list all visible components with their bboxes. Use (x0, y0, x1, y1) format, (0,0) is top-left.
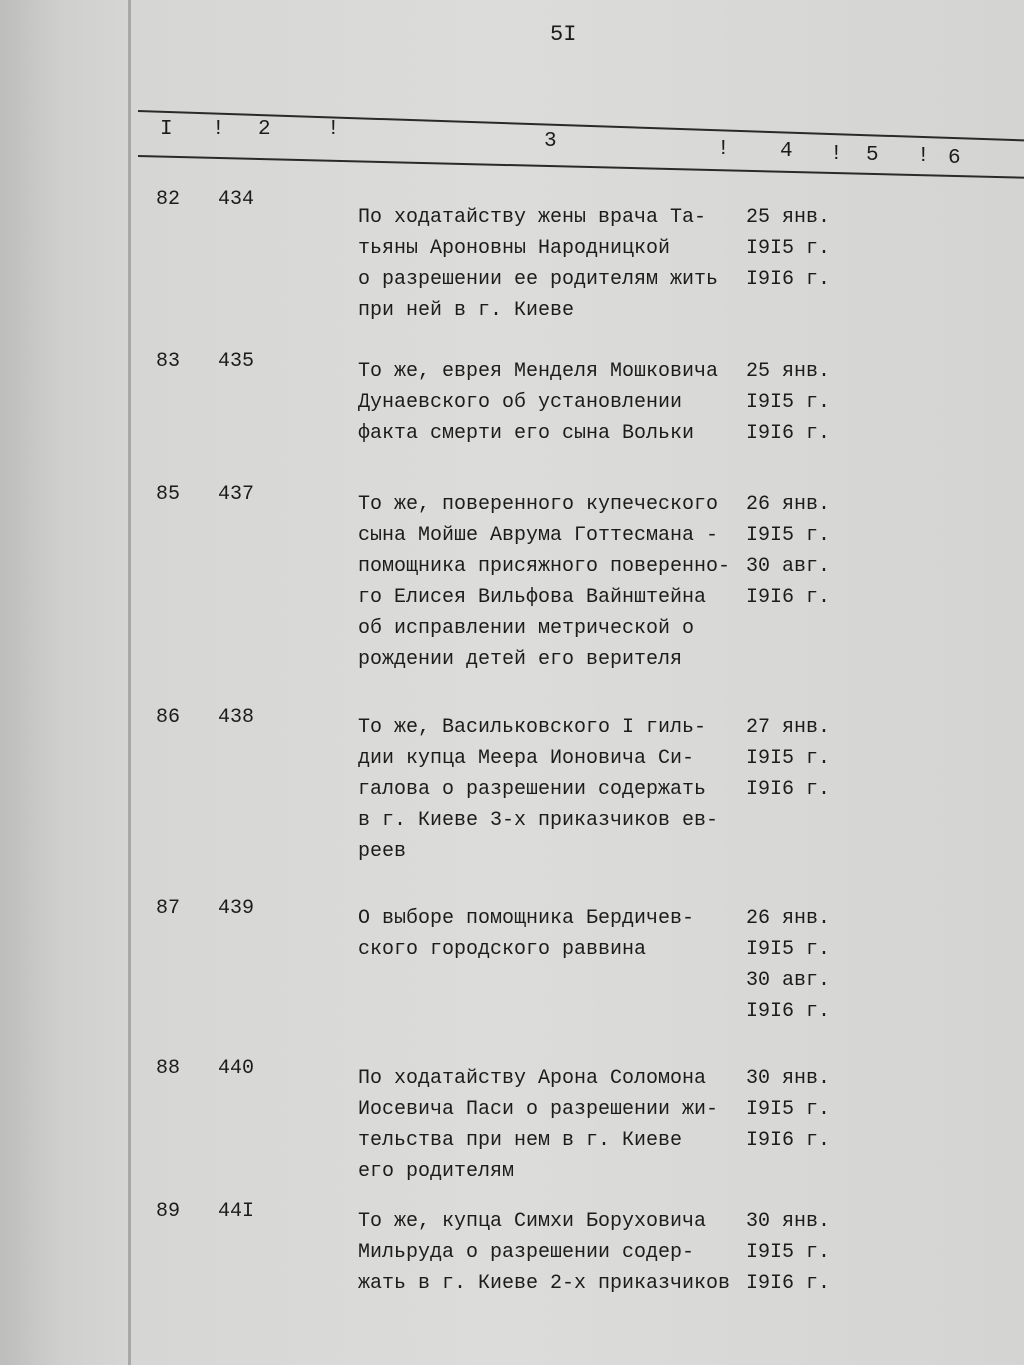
header-col-2: 2 (258, 118, 271, 141)
entry-date-line: 27 янв. (746, 716, 831, 739)
entry-date-line: 30 авг. (746, 969, 831, 992)
entry-text-line: тельства при нем в г. Киеве (358, 1129, 683, 1152)
case-number: 434 (218, 188, 255, 211)
entry-number: 87 (156, 897, 181, 920)
entry-text-line: галова о разрешении содержать (358, 778, 707, 801)
entry-date-line: 30 янв. (746, 1067, 831, 1090)
case-number: 439 (218, 897, 255, 920)
entry-date-line: 26 янв. (746, 907, 831, 930)
entry-number: 86 (156, 706, 181, 729)
entry-date-line: I9I5 г. (746, 747, 831, 770)
entry-text-line: помощника присяжного поверенно- (358, 555, 731, 578)
entry-date-line: 25 янв. (746, 360, 831, 383)
entry-text-line: жать в г. Киеве 2-х приказчиков (358, 1272, 731, 1295)
page-gutter (128, 0, 131, 1365)
entry-date-line: I9I6 г. (746, 778, 831, 801)
entry-date-line: I9I5 г. (746, 237, 831, 260)
header-col-1: I (160, 118, 173, 141)
case-number: 44I (218, 1200, 255, 1223)
entry-date-line: 30 авг. (746, 555, 831, 578)
table-header-rule (138, 155, 1024, 179)
entry-date-line: I9I5 г. (746, 938, 831, 961)
header-sep: ! (327, 118, 340, 141)
entry-date-line: I9I5 г. (746, 524, 831, 547)
entry-text-line: дии купца Меера Ионовича Си- (358, 747, 695, 770)
case-number: 437 (218, 483, 255, 506)
entry-text-line: По ходатайству жены врача Та- (358, 206, 707, 229)
entry-text-line: о разрешении ее родителям жить (358, 268, 719, 291)
entry-text-line: О выборе помощника Бердичев- (358, 907, 695, 930)
entry-text-line: в г. Киеве 3-х приказчиков ев- (358, 809, 719, 832)
entry-date-line: I9I5 г. (746, 1241, 831, 1264)
entry-date-line: 26 янв. (746, 493, 831, 516)
entry-text-line: реев (358, 840, 407, 863)
entry-text-line: рождении детей его верителя (358, 648, 683, 671)
entry-text-line: об исправлении метрической о (358, 617, 695, 640)
entry-text-line: Иосевича Паси о разрешении жи- (358, 1098, 719, 1121)
entry-number: 85 (156, 483, 181, 506)
entry-text-line: сына Мойше Аврума Готтесмана - (358, 524, 719, 547)
entry-date-line: I9I6 г. (746, 1272, 831, 1295)
header-sep: ! (830, 143, 843, 166)
entry-date-line: I9I6 г. (746, 268, 831, 291)
entry-text-line: его родителям (358, 1160, 515, 1183)
entry-date-line: I9I5 г. (746, 391, 831, 414)
entry-text-line: Мильруда о разрешении содер- (358, 1241, 695, 1264)
header-col-6: 6 (948, 147, 961, 170)
entry-text-line: По ходатайству Арона Соломона (358, 1067, 707, 1090)
header-sep: ! (717, 138, 730, 161)
page-number: 5I (550, 22, 577, 47)
entry-date-line: 30 янв. (746, 1210, 831, 1233)
entry-date-line: I9I6 г. (746, 422, 831, 445)
entry-date-line: I9I6 г. (746, 586, 831, 609)
case-number: 438 (218, 706, 255, 729)
entry-text-line: То же, еврея Менделя Мошковича (358, 360, 719, 383)
header-col-4: 4 (780, 140, 793, 163)
entry-text-line: ского городского раввина (358, 938, 647, 961)
header-sep: ! (917, 145, 930, 168)
header-sep: ! (212, 118, 225, 141)
entry-number: 89 (156, 1200, 181, 1223)
entry-text-line: Дунаевского об установлении (358, 391, 683, 414)
entry-text-line: тьяны Ароновны Народницкой (358, 237, 671, 260)
entry-date-line: I9I6 г. (746, 1129, 831, 1152)
entry-text-line: го Елисея Вильфова Вайнштейна (358, 586, 707, 609)
entry-text-line: факта смерти его сына Вольки (358, 422, 695, 445)
entry-text-line: То же, купца Симхи Боруховича (358, 1210, 707, 1233)
table-top-rule (138, 110, 1024, 142)
entry-number: 88 (156, 1057, 181, 1080)
case-number: 440 (218, 1057, 255, 1080)
entry-date-line: I9I6 г. (746, 1000, 831, 1023)
entry-number: 82 (156, 188, 181, 211)
header-col-3: 3 (544, 130, 557, 153)
entry-number: 83 (156, 350, 181, 373)
entry-text-line: при ней в г. Киеве (358, 299, 575, 322)
entry-text-line: То же, поверенного купеческого (358, 493, 719, 516)
case-number: 435 (218, 350, 255, 373)
header-col-5: 5 (866, 144, 879, 167)
entry-date-line: I9I5 г. (746, 1098, 831, 1121)
entry-date-line: 25 янв. (746, 206, 831, 229)
entry-text-line: То же, Васильковского I гиль- (358, 716, 707, 739)
